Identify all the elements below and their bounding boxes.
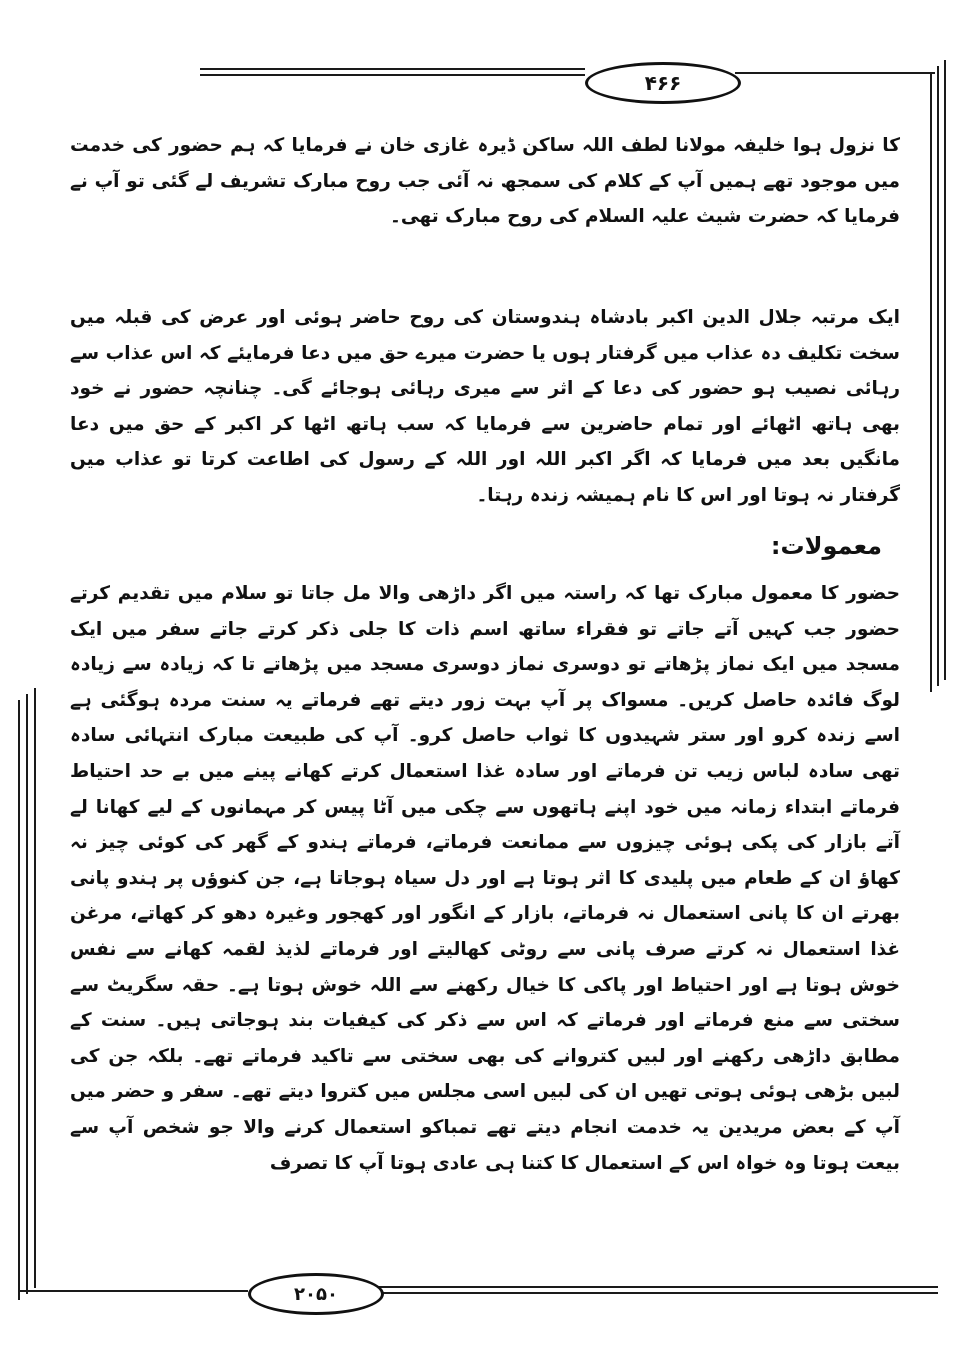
page-number-top: ۴۶۶: [585, 62, 741, 104]
frame-top-right-line: [735, 72, 935, 74]
paragraph-3-text: حضور کا معمول مبارک تھا کہ راستہ میں اگر داڑھی والا مل جاتا تو سلام میں تقدیم کرتے حضور جب کہیں آتے جاتے تو فقراء ساتھ اسم ذات کا جلی ذکر کرتے جاتے سفر میں ایک مسجد میں ایک نماز پڑھاتے تو دوسری نماز دوسری مسجد میں پڑھاتے تا کہ زیادہ سے زیادہ لوگ فائدہ حاصل کریں۔ مسواک پر آپ بہت زور دیتے تھے فرماتے یہ سنت مردہ ہوگئی ہے اسے زندہ کرو اور ستر شہیدوں کا ثواب حاصل کرو۔ آپ کی طبیعت مبارک انتہائی سادہ تھی سادہ لباس زیب تن فرماتے اور سادہ غذا استعمال کرتے کھانے پینے میں بے حد احتیاط فرماتے ابتداء زمانہ میں خود اپنے ہاتھوں سے چکی میں آٹا پیس کر مہمانوں کے لیے کھانا لے آتے بازار کی پکی ہوئی چیزوں سے ممانعت فرماتے، فرماتے ہندو کے گھر کی کوئی چیز نہ کھاؤ ان کے طعام میں پلیدی کا اثر ہوتا ہے اور دل سیاہ ہوجاتا ہے، جن کنوؤں پر ہندو پانی بھرتے ان کا پانی استعمال نہ فرماتے، بازار کے انگور اور کھجور وغیرہ دھو کر کھاتے، مرغن غذا استعمال نہ کرتے صرف پانی سے روٹی کھالیتے اور فرماتے لذیذ لقمہ کھانے سے نفس خوش ہوتا ہے اور احتیاط اور پاکی کا خیال رکھنے سے اللہ خوش ہوتا ہے۔ حقہ سگریٹ سے سختی سے منع فرماتے اور فرماتے کہ اس سے ذکر کی کیفیات بند ہوجاتی ہیں۔ سنت کے مطابق داڑھی رکھنے اور لبیں کتروانے کی بھی سختی سے تاکید فرماتے تھے۔ بلکہ جن کی لبیں بڑھی ہوئی ہوتی تھیں ان کی لبیں اسی مجلس میں کتروا دیتے تھے۔ سفر و حضر میں آپ کے بعض مریدین یہ خدمت انجام دیتے تھے تمباکو استعمال کرنے والا جو شخص آپ سے بیعت ہوتا وہ خواہ اس کے استعمال کا کتنا ہی عادی ہوتا آپ کا تصرف: [70, 583, 900, 1174]
frame-bottom-line-outer: [378, 1286, 938, 1288]
frame-top-line-outer: [200, 68, 585, 70]
paragraph-1: [70, 128, 900, 235]
frame-bottom-left-line: [20, 1290, 248, 1292]
frame-top-line-inner: [200, 74, 585, 76]
frame-right-line-3: [944, 60, 946, 680]
paragraph-3: [70, 576, 900, 1181]
paragraph-2: [70, 300, 900, 514]
frame-bottom-line-inner: [378, 1292, 938, 1294]
section-heading: معمولات:: [770, 532, 882, 560]
frame-left-line-1: [18, 700, 20, 1300]
paragraph-1-text: کا نزول ہوا خلیفہ مولانا لطف اللہ ساکن ڈیرہ غازی خان نے فرمایا کہ ہم حضور کی خدمت میں موجود تھے ہمیں آپ کے کلام کی سمجھ نہ آئی جب روح مبارک تشریف لے گئی تو آپ نے فرمایا کہ حضرت شیث علیہ السلام کی روح مبارک تھی۔: [70, 135, 900, 228]
frame-left-line-2: [26, 694, 28, 1294]
frame-right-line-1: [930, 72, 932, 692]
frame-left-line-3: [34, 688, 36, 1288]
paragraph-2-text: ایک مرتبہ جلال الدین اکبر بادشاہ ہندوستان کی روح حاضر ہوئی اور عرض کی قبلہ میں سخت تکلیف دہ عذاب میں گرفتار ہوں یا حضرت میرے حق میں دعا فرمایئے کہ اس عذاب سے رہائی نصیب ہو حضور کی دعا کے اثر سے میری رہائی ہوجائے گی۔ چنانچہ حضور نے خود بھی ہاتھ اٹھائے اور تمام حاضرین سے فرمایا کہ سب ہاتھ اٹھا کر اکبر کے حق میں دعا مانگیں بعد میں فرمایا کہ اگر اکبر اللہ اور اللہ کے رسول کی اطاعت کرتا تو عذاب میں گرفتار نہ ہوتا اور اس کا نام ہمیشہ زندہ رہتا۔: [70, 307, 900, 506]
page-number-bottom: ۲۰۵۰: [248, 1273, 384, 1315]
frame-right-line-2: [937, 66, 939, 686]
